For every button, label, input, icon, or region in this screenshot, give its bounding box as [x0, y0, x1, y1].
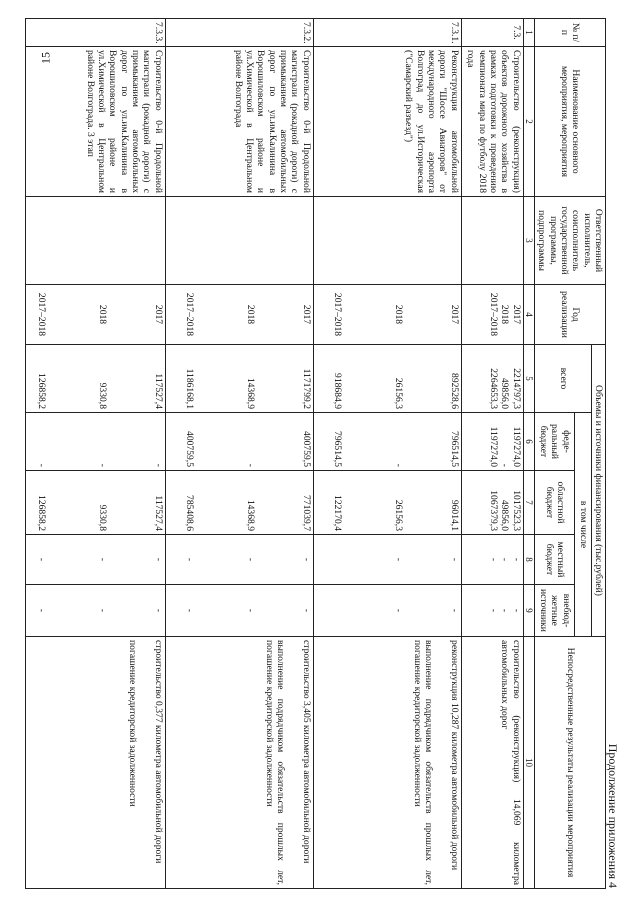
result-line: строительство (реконструкция) 14,069 километра автомобильных дорог: [499, 640, 522, 886]
table-row: [461, 19, 523, 889]
table-row: [25, 19, 165, 889]
header-year: Год реализации: [535, 285, 606, 345]
year: [165, 285, 313, 345]
year-line: 2017–2018: [331, 292, 343, 337]
measure-name: Строительство 0-й Продольной магистрали (рокадной дороги) с примыканием автомобильных дорог по ул.им.Калинина в Ворошиловском районе и ул.Химической в Центральном районе Волгограда. 3 этап: [25, 47, 165, 197]
federal: [165, 413, 313, 471]
table-row: [313, 19, 461, 889]
total: [461, 345, 523, 413]
total-line: 9330,8: [97, 382, 109, 409]
total-line: 2214797,3: [510, 368, 522, 409]
header-num: № п/п: [535, 19, 606, 47]
header-extra: внебюд-жетные источники: [535, 585, 575, 637]
header-executor: Ответственный исполнитель, соисполнитель государственной программы, подпрограммы: [535, 197, 606, 285]
federal-line: -: [97, 463, 109, 467]
header-regional: областной бюджет: [535, 471, 575, 535]
row-number: 7.3.1.: [313, 19, 461, 47]
federal-line: 400759,5: [300, 431, 312, 467]
row-number: 7.3.: [461, 19, 523, 47]
regional: [165, 471, 313, 535]
local-line: -: [152, 557, 164, 562]
col-number: 9: [523, 585, 535, 637]
regional-line: 1017523,3: [510, 490, 522, 531]
result: [25, 637, 165, 889]
year-line: 2018: [97, 304, 109, 325]
federal: [461, 413, 523, 471]
executor: [25, 197, 165, 285]
appendix-caption: Продолжение приложения 4: [606, 743, 620, 888]
result-line: реконструкция 10,287 километра автомобильной дороги: [448, 640, 460, 871]
funding-table: [25, 18, 606, 889]
result-line: строительство 3,405 километра автомобильной дороги: [300, 640, 312, 864]
regional-line: 122170,4: [331, 495, 343, 531]
extra: [313, 585, 461, 637]
federal: [313, 413, 461, 471]
extra: [165, 585, 313, 637]
year: [461, 285, 523, 345]
regional: [313, 471, 461, 535]
regional: [461, 471, 523, 535]
regional: [25, 471, 165, 535]
col-number: 6: [523, 413, 535, 471]
extra-line: -: [35, 608, 47, 613]
total: [313, 345, 461, 413]
federal-line: 796514,5: [448, 431, 460, 467]
row-number: 7.3.3.: [25, 19, 165, 47]
col-number: 7: [523, 471, 535, 535]
federal-line: -: [35, 463, 47, 467]
total-line: 1171799,2: [300, 368, 312, 409]
total-line: 126858,2: [35, 373, 47, 409]
result-line: строительство 0,377 километра автомобильной дороги: [152, 640, 164, 864]
result-line: выполнение подрядчиком обязательств прошлых лет, погашение кредиторской задолженности: [411, 640, 435, 886]
result-line: выполнение подрядчиком обязательств прошлых лет, погашение кредиторской задолженности: [263, 640, 287, 886]
year-line: 2017: [300, 304, 312, 325]
year-line: 2017: [448, 304, 460, 325]
total-line: 117527,4: [152, 373, 164, 409]
local-line: -: [499, 557, 511, 562]
extra-line: -: [97, 608, 109, 613]
local-line: -: [300, 557, 312, 562]
local-line: -: [35, 557, 47, 562]
year: [313, 285, 461, 345]
year-line: 2017: [152, 304, 164, 325]
local: [313, 535, 461, 585]
result: [165, 637, 313, 889]
total-line: 49856,0: [499, 377, 511, 409]
regional-line: 771039,7: [300, 495, 312, 531]
header-funding: Объемы и источники финансирования (тыс.рублей): [591, 345, 605, 637]
year-line: 2017–2018: [35, 292, 47, 337]
col-number: 5: [523, 345, 535, 413]
col-number: 1: [523, 19, 535, 47]
total: [25, 345, 165, 413]
federal-line: 796514,5: [331, 431, 343, 467]
page-number: 15: [38, 52, 53, 64]
total-line: 918684,9: [331, 373, 343, 409]
year: [25, 285, 165, 345]
local: [461, 535, 523, 585]
rotated-page: [35, 18, 622, 888]
year-line: 2018: [393, 304, 405, 325]
year-line: 2017–2018: [487, 292, 499, 337]
year-line: 2018: [245, 304, 257, 325]
extra-line: -: [510, 608, 522, 613]
regional-line: 785408,6: [183, 495, 195, 531]
federal-line: 1197274,0: [487, 426, 499, 467]
col-number: 10: [523, 637, 535, 889]
col-number: 2: [523, 47, 535, 197]
measure-name: Реконструкция автомобильной дороги "Шоссе Авиаторов" от международного аэропорта Волгоград до ул.Историческая ("Самарский разъезд"): [313, 47, 461, 197]
regional-line: 126858,2: [35, 495, 47, 531]
executor: [313, 197, 461, 285]
federal-line: 1197274,0: [510, 426, 522, 467]
total-line: 892528,6: [448, 373, 460, 409]
header-total: всего: [535, 345, 592, 413]
extra-line: -: [183, 608, 195, 613]
federal-line: -: [499, 463, 511, 467]
local: [165, 535, 313, 585]
extra-line: -: [245, 608, 257, 613]
result: [313, 637, 461, 889]
col-number: 8: [523, 535, 535, 585]
federal-line: 400759,5: [183, 431, 195, 467]
local-line: -: [487, 557, 499, 562]
federal: [25, 413, 165, 471]
header-incl: в том числе: [575, 413, 592, 637]
year-line: 2018: [499, 304, 511, 325]
regional-line: 96014,1: [448, 499, 460, 531]
total-line: 14368,9: [245, 377, 257, 409]
total-line: 1186168,1: [183, 368, 195, 409]
col-number: 3: [523, 197, 535, 285]
header-federal: феде-ральный бюджет: [535, 413, 575, 471]
extra-line: -: [448, 608, 460, 613]
local-line: -: [448, 557, 460, 562]
extra-line: -: [300, 608, 312, 613]
regional-line: 14368,9: [245, 499, 257, 531]
local-line: -: [245, 557, 257, 562]
extra-line: -: [487, 608, 499, 613]
regional-line: 9330,8: [97, 504, 109, 531]
extra: [461, 585, 523, 637]
extra-line: -: [499, 608, 511, 613]
local-line: -: [510, 557, 522, 562]
regional-line: 117527,4: [152, 495, 164, 531]
local-line: -: [393, 557, 405, 562]
executor: [165, 197, 313, 285]
result-line: погашение кредиторской задолженности: [127, 640, 139, 807]
year-line: 2017–2018: [183, 292, 195, 337]
regional-line: 49856,0: [499, 499, 511, 531]
regional-line: 26156,3: [393, 499, 405, 531]
header-name: Наименование основного мероприятия, мероприятия: [535, 47, 606, 197]
result: [461, 637, 523, 889]
local-line: -: [183, 557, 195, 562]
local-line: -: [97, 557, 109, 562]
local: [25, 535, 165, 585]
federal-line: -: [393, 463, 405, 467]
total-line: 26156,3: [393, 377, 405, 409]
total: [165, 345, 313, 413]
header-local: местный бюджет: [535, 535, 575, 585]
measure-name: Строительство (реконструкция) объектов дорожного хозяйства в рамках подготовки к проведению чемпионата мира по футболу 2018 года: [461, 47, 523, 197]
extra: [25, 585, 165, 637]
extra-line: -: [152, 608, 164, 613]
federal-line: -: [152, 463, 164, 467]
column-numbers-row: [523, 19, 535, 889]
measure-name: Строительство 0-й Продольной магистрали (рокадной дороги) с примыканием автомобильных дорог по ул.им.Калинина в Ворошиловском районе и ул.Химической в Центральном районе Волгограда: [165, 47, 313, 197]
col-number: 4: [523, 285, 535, 345]
total-line: 2264653,3: [487, 368, 499, 409]
year-line: 2017: [510, 304, 522, 325]
row-number: 7.3.2.: [165, 19, 313, 47]
federal-line: -: [245, 463, 257, 467]
extra-line: -: [393, 608, 405, 613]
header-result: Непосредственные результаты реализации мероприятия: [535, 637, 606, 889]
executor: [461, 197, 523, 285]
table-row: [165, 19, 313, 889]
regional-line: 1067379,3: [487, 490, 499, 531]
